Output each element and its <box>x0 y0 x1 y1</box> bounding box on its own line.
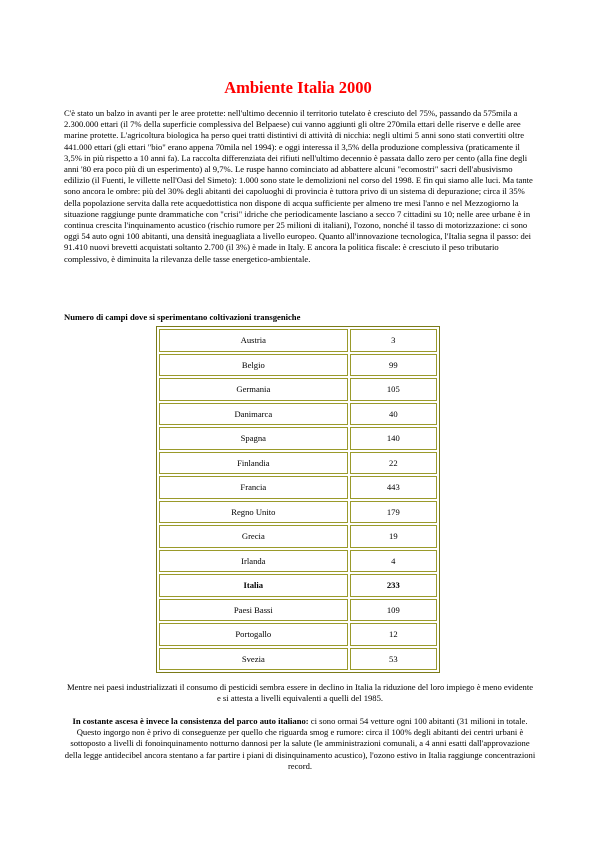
page-title: Ambiente Italia 2000 <box>224 78 372 97</box>
fields-count-cell: 105 <box>350 378 437 401</box>
country-cell: Paesi Bassi <box>159 599 348 622</box>
fields-count-cell: 109 <box>350 599 437 622</box>
country-cell: Portogallo <box>159 623 348 646</box>
fields-count-cell: 443 <box>350 476 437 499</box>
country-cell: Grecia <box>159 525 348 548</box>
country-cell: Italia <box>159 574 348 597</box>
country-cell: Spagna <box>159 427 348 450</box>
country-cell: Danimarca <box>159 403 348 426</box>
table-title: Numero di campi dove si sperimentano coltivazioni transgeniche <box>64 312 301 322</box>
fields-count-cell: 3 <box>350 329 437 352</box>
table-row <box>159 501 437 524</box>
country-cell: Germania <box>159 378 348 401</box>
country-cell: Austria <box>159 329 348 352</box>
country-cell: Belgio <box>159 354 348 377</box>
country-cell: Regno Unito <box>159 501 348 524</box>
table-row <box>159 329 437 352</box>
fields-count-cell: 53 <box>350 648 437 671</box>
table-row <box>159 427 437 450</box>
table-row <box>159 403 437 426</box>
country-cell: Finlandia <box>159 452 348 475</box>
table-row <box>159 354 437 377</box>
fields-count-cell: 4 <box>350 550 437 573</box>
car-fleet-lead: In costante ascesa è invece la consistenza del parco auto italiano: <box>72 716 309 726</box>
country-cell: Svezia <box>159 648 348 671</box>
table-row <box>159 648 437 671</box>
transgenic-fields-table <box>156 326 440 673</box>
intro-paragraph: C'è stato un balzo in avanti per le aree protette: nell'ultimo decennio il territorio tutelato è cresciuto del 75%, passando da 575mila a 2.300.000 ettari (il 7% della superficie complessiva del Belpaese) cui vanno aggiunti gli oltre 270mila ettari delle riserve e delle aree marine protette. L'agricoltura biologica ha perso quei tratti distintivi di attività di nicchia: negli ultimi 5 anni sono stati convertiti oltre 441.000 ettari (gli ettari "bio" erano appena 70mila nel 1994): e oggi interessa il 3,5% della produzione complessiva (praticamente il 3,5% in più rispetto a 10 anni fa). La raccolta differenziata dei rifiuti nell'ultimo decennio è passata dallo zero per cento (alla fine degli anni '80 era poco più di un esperimento) al 9,7%. Le ruspe hanno cominciato ad abbattere alcuni "ecomostri" sacri dell'abusivismo edilizio (il Fuenti, le villette nell'Oasi del Simeto): 1.000 sono state le demolizioni nel corso del 1998. E fin qui siamo alle luci. Ma tante sono ancora le ombre: più del 30% degli abitanti dei capoluoghi di provincia è tuttora privo di un sistema di depurazione; circa il 35% della popolazione servita dalla rete acquedottistica non dispone di acqua sufficiente per almeno tre mesi l'anno e nel Mezzogiorno la situazione raggiunge punte drammatiche con "crisi" idriche che periodicamente lasciano a secco 7 cittadini su 10; nelle aree urbane è in continua crescita l'inquinamento acustico (rischio rumore per 25 milioni di italiani), l'ozono, nonché il tasso di motorizzazione: ci sono oggi 54 auto ogni 100 abitanti, una densità ineguagliata a livello europeo. Quanto all'innovazione tecnologica, l'Italia segna il passo: dei 91.410 nuovi brevetti acquistati soltanto 2.700 (il 3%) è made in Italy. E ancora la politica fiscale: è cresciuto il peso tributario complessivo, è diminuita la rilevanza delle tasse energetico-ambientale. <box>64 108 533 264</box>
country-cell: Irlanda <box>159 550 348 573</box>
fields-count-cell: 22 <box>350 452 437 475</box>
fields-count-cell: 140 <box>350 427 437 450</box>
table-row <box>159 525 437 548</box>
country-cell: Francia <box>159 476 348 499</box>
table-row <box>159 550 437 573</box>
car-fleet-paragraph <box>64 716 536 772</box>
fields-count-cell: 233 <box>350 574 437 597</box>
table-row <box>159 574 437 597</box>
car-fleet-text: ci sono ormai 54 vetture ogni 100 abitanti (31 milioni in totale. Questo ingorgo non è privo di conseguenze per quello che riguarda smog e rumore: circa il 100% degli abitanti dei centri urbani è sottoposto a livelli di fonoinquinamento notturno dannosi per la salute (le amministrazioni comunali, a 4 anni esatti dall'approvazione della legge antidecibel ancora stentano a far partire i piani di disinquinamento acustico), l'ozono estivo in Italia raggiunge concentrazioni record. <box>64 716 536 771</box>
table-row <box>159 623 437 646</box>
table-row <box>159 476 437 499</box>
fields-count-cell: 19 <box>350 525 437 548</box>
fields-count-cell: 40 <box>350 403 437 426</box>
fields-count-cell: 179 <box>350 501 437 524</box>
fields-count-cell: 12 <box>350 623 437 646</box>
pesticides-note: Mentre nei paesi industrializzati il consumo di pesticidi sembra essere in declino in Italia la riduzione del loro impiego è meno evidente e si attesta a livelli equivalenti a quelli del 1985. <box>66 682 534 704</box>
fields-count-cell: 99 <box>350 354 437 377</box>
table-row <box>159 599 437 622</box>
table-row <box>159 452 437 475</box>
table-row <box>159 378 437 401</box>
